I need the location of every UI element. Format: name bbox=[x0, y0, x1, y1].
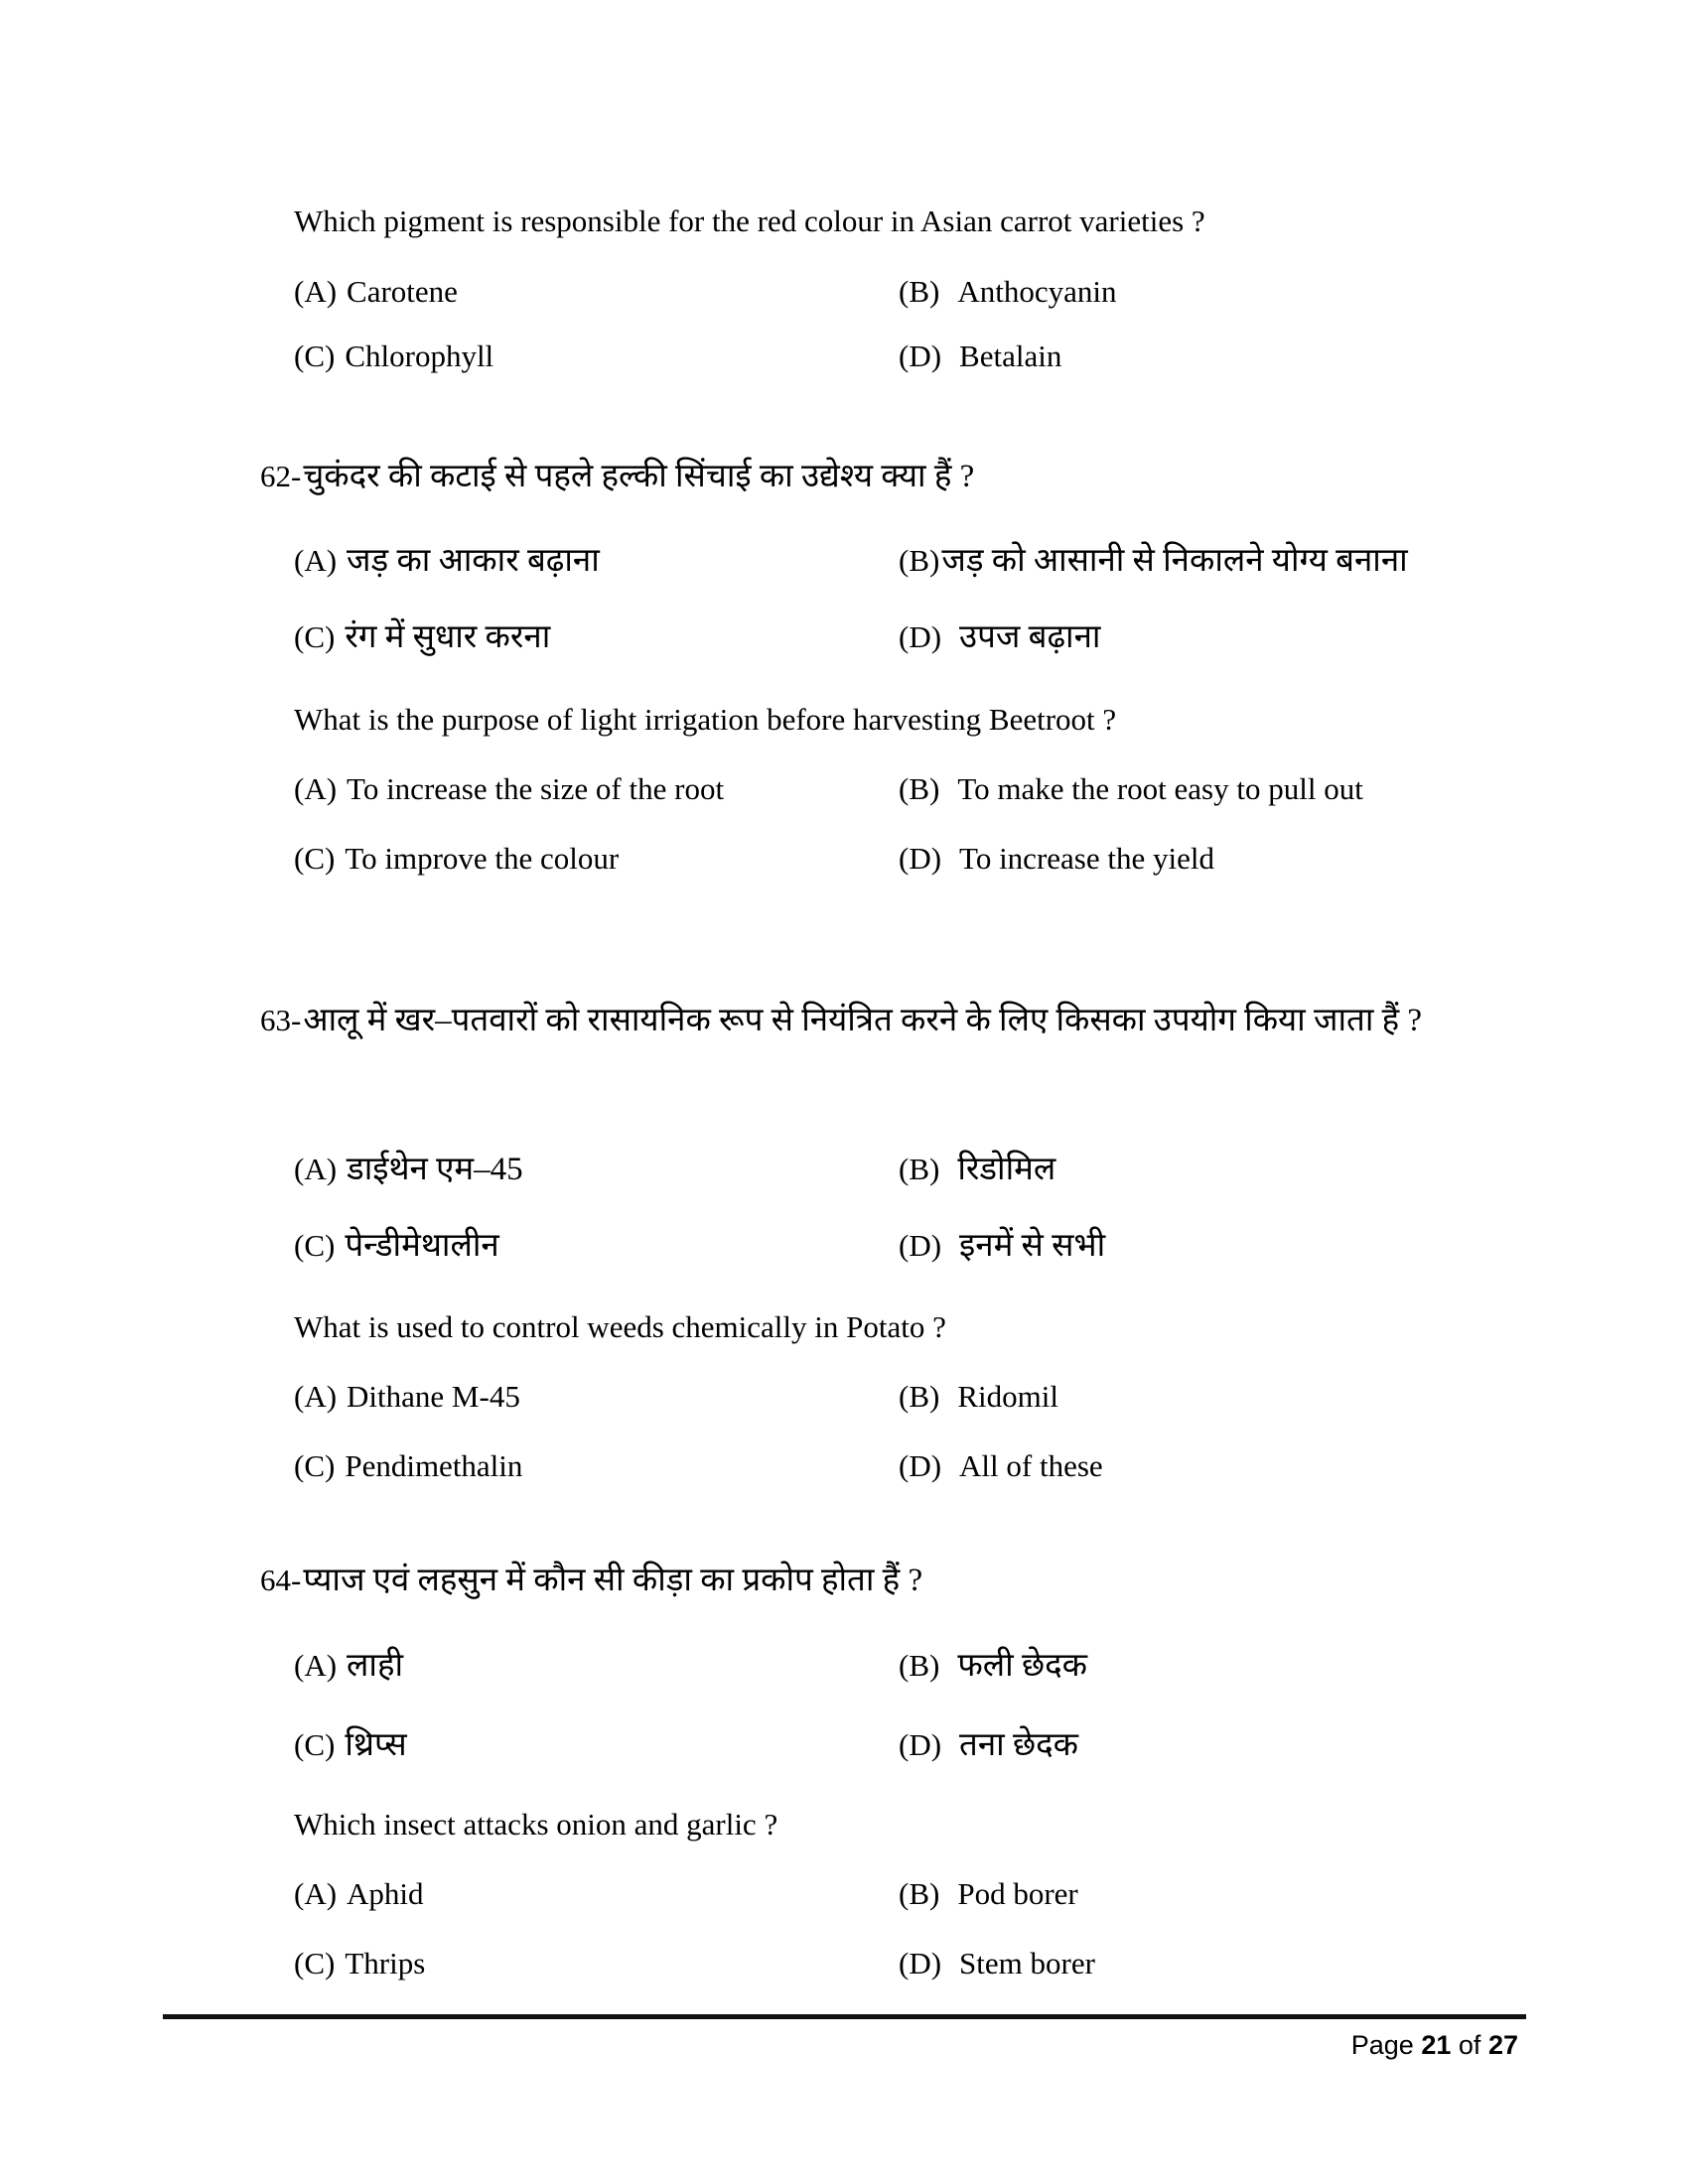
footer-total-pages: 27 bbox=[1487, 2030, 1518, 2060]
option-c-text: To improve the colour bbox=[345, 841, 620, 876]
option-c-label: (C) bbox=[294, 1228, 336, 1263]
option-b bbox=[899, 270, 1116, 314]
option-c bbox=[294, 1942, 425, 1985]
option-c-text: Thrips bbox=[345, 1946, 426, 1980]
option-d-text: To increase the yield bbox=[959, 841, 1214, 876]
option-a-text: Dithane M-45 bbox=[347, 1379, 520, 1414]
option-d-label: (D) bbox=[899, 1228, 942, 1263]
option-d-label: (D) bbox=[899, 339, 942, 373]
option-c-text: पेन्डीमेथालीन bbox=[345, 1228, 499, 1264]
option-c bbox=[294, 1216, 499, 1276]
option-d-label: (D) bbox=[899, 841, 942, 876]
option-d-text: इनमें से सभी bbox=[959, 1228, 1106, 1264]
option-c-label: (C) bbox=[294, 1727, 336, 1762]
option-a bbox=[294, 270, 458, 314]
option-b bbox=[899, 1872, 1078, 1916]
option-d-text: तना छेदक bbox=[959, 1727, 1078, 1763]
question-64-hindi bbox=[260, 1551, 1462, 1610]
option-b-label: (B) bbox=[899, 1876, 940, 1911]
option-b bbox=[899, 1636, 1087, 1696]
option-d bbox=[899, 1216, 1105, 1276]
question-62-hindi bbox=[260, 447, 1462, 506]
option-c bbox=[294, 837, 619, 881]
option-a-label: (A) bbox=[294, 1648, 338, 1683]
option-d bbox=[899, 335, 1061, 378]
option-b bbox=[899, 1140, 1055, 1199]
option-a-text: Aphid bbox=[347, 1876, 424, 1911]
option-c-text: Chlorophyll bbox=[345, 339, 494, 373]
option-b-label: (B) bbox=[899, 1648, 940, 1683]
question-62-hindi-text: चुकंदर की कटाई से पहले हल्की सिंचाई का उद्येश्य क्या हैं ? bbox=[303, 459, 975, 494]
option-a bbox=[294, 531, 600, 591]
option-a-label: (A) bbox=[294, 274, 338, 309]
option-a-text: लाही bbox=[347, 1648, 404, 1684]
option-b-text: Anthocyanin bbox=[957, 274, 1117, 309]
option-c-label: (C) bbox=[294, 841, 336, 876]
option-d-text: उपज बढ़ाना bbox=[959, 619, 1101, 655]
option-a-label: (A) bbox=[294, 543, 338, 578]
footer-page-number: 21 bbox=[1421, 2030, 1452, 2060]
option-d bbox=[899, 1942, 1095, 1985]
option-d-text: Betalain bbox=[959, 339, 1062, 373]
question-62-english-text: What is the purpose of light irrigation before harvesting Beetroot ? bbox=[294, 702, 1117, 737]
option-b-text: Ridomil bbox=[957, 1379, 1058, 1414]
footer-page-word: Page bbox=[1350, 2030, 1414, 2060]
option-b-label: (B) bbox=[899, 1379, 940, 1414]
option-a-label: (A) bbox=[294, 771, 338, 806]
option-c bbox=[294, 1444, 522, 1488]
option-b-text: जड़ को आसानी से निकालने योग्य बनाना bbox=[941, 543, 1408, 579]
option-b bbox=[899, 1375, 1058, 1419]
option-d-text: All of these bbox=[959, 1448, 1103, 1483]
option-a-text: डाईथेन एम–45 bbox=[347, 1152, 523, 1187]
option-d-text: Stem borer bbox=[959, 1946, 1095, 1980]
option-c-text: थ्रिप्स bbox=[345, 1727, 407, 1763]
option-b-label: (B) bbox=[899, 274, 940, 309]
question-63-hindi bbox=[260, 986, 1467, 1055]
question-63-number: 63- bbox=[260, 1003, 302, 1037]
option-c bbox=[294, 1715, 407, 1775]
option-b bbox=[899, 531, 1408, 591]
question-63-hindi-text: आलू में खर–पतवारों को रासायनिक रूप से नियंत्रित करने के लिए किसका उपयोग किया जाता हैं ? bbox=[303, 1003, 1423, 1038]
question-62-number: 62- bbox=[260, 459, 302, 493]
option-a bbox=[294, 767, 724, 811]
option-c-label: (C) bbox=[294, 619, 336, 654]
option-a-text: Carotene bbox=[347, 274, 458, 309]
question-64-english-text: Which insect attacks onion and garlic ? bbox=[294, 1807, 778, 1842]
option-b-text: रिडोमिल bbox=[957, 1152, 1056, 1187]
option-c-text: Pendimethalin bbox=[345, 1448, 523, 1483]
option-b-text: To make the root easy to pull out bbox=[957, 771, 1363, 806]
option-b-text: फली छेदक bbox=[957, 1648, 1087, 1684]
question-64-hindi-text: प्याज एवं लहसुन में कौन सी कीड़ा का प्रकोप होता हैं ? bbox=[303, 1563, 923, 1598]
option-c-text: रंग में सुधार करना bbox=[345, 619, 551, 655]
option-d bbox=[899, 1444, 1103, 1488]
option-a-label: (A) bbox=[294, 1379, 338, 1414]
footer-divider-line bbox=[163, 2014, 1526, 2019]
option-a-text: To increase the size of the root bbox=[347, 771, 725, 806]
option-d-label: (D) bbox=[899, 619, 942, 654]
option-a bbox=[294, 1375, 520, 1419]
footer-of-word: of bbox=[1458, 2030, 1481, 2060]
option-b bbox=[899, 767, 1363, 811]
option-c-label: (C) bbox=[294, 339, 336, 373]
option-a bbox=[294, 1140, 523, 1199]
option-c bbox=[294, 335, 493, 378]
option-a-label: (A) bbox=[294, 1152, 338, 1186]
question-63-english-text: What is used to control weeds chemically in Potato ? bbox=[294, 1309, 946, 1344]
option-b-label: (B) bbox=[899, 543, 940, 578]
question-64-number: 64- bbox=[260, 1563, 302, 1597]
option-d bbox=[899, 1715, 1078, 1775]
option-d-label: (D) bbox=[899, 1946, 942, 1980]
option-a-text: जड़ का आकार बढ़ाना bbox=[347, 543, 600, 579]
option-c-label: (C) bbox=[294, 1448, 336, 1483]
option-b-label: (B) bbox=[899, 771, 940, 806]
option-b-text: Pod borer bbox=[957, 1876, 1078, 1911]
option-a bbox=[294, 1872, 424, 1916]
option-d bbox=[899, 837, 1214, 881]
option-c bbox=[294, 608, 550, 667]
option-c-label: (C) bbox=[294, 1946, 336, 1980]
option-a bbox=[294, 1636, 403, 1696]
option-d-label: (D) bbox=[899, 1448, 942, 1483]
option-d-label: (D) bbox=[899, 1727, 942, 1762]
option-b-label: (B) bbox=[899, 1152, 940, 1186]
footer-page-indicator bbox=[1351, 2029, 1518, 2061]
option-d bbox=[899, 608, 1100, 667]
question-61-english-text: Which pigment is responsible for the red colour in Asian carrot varieties ? bbox=[294, 204, 1205, 238]
option-a-label: (A) bbox=[294, 1876, 338, 1911]
